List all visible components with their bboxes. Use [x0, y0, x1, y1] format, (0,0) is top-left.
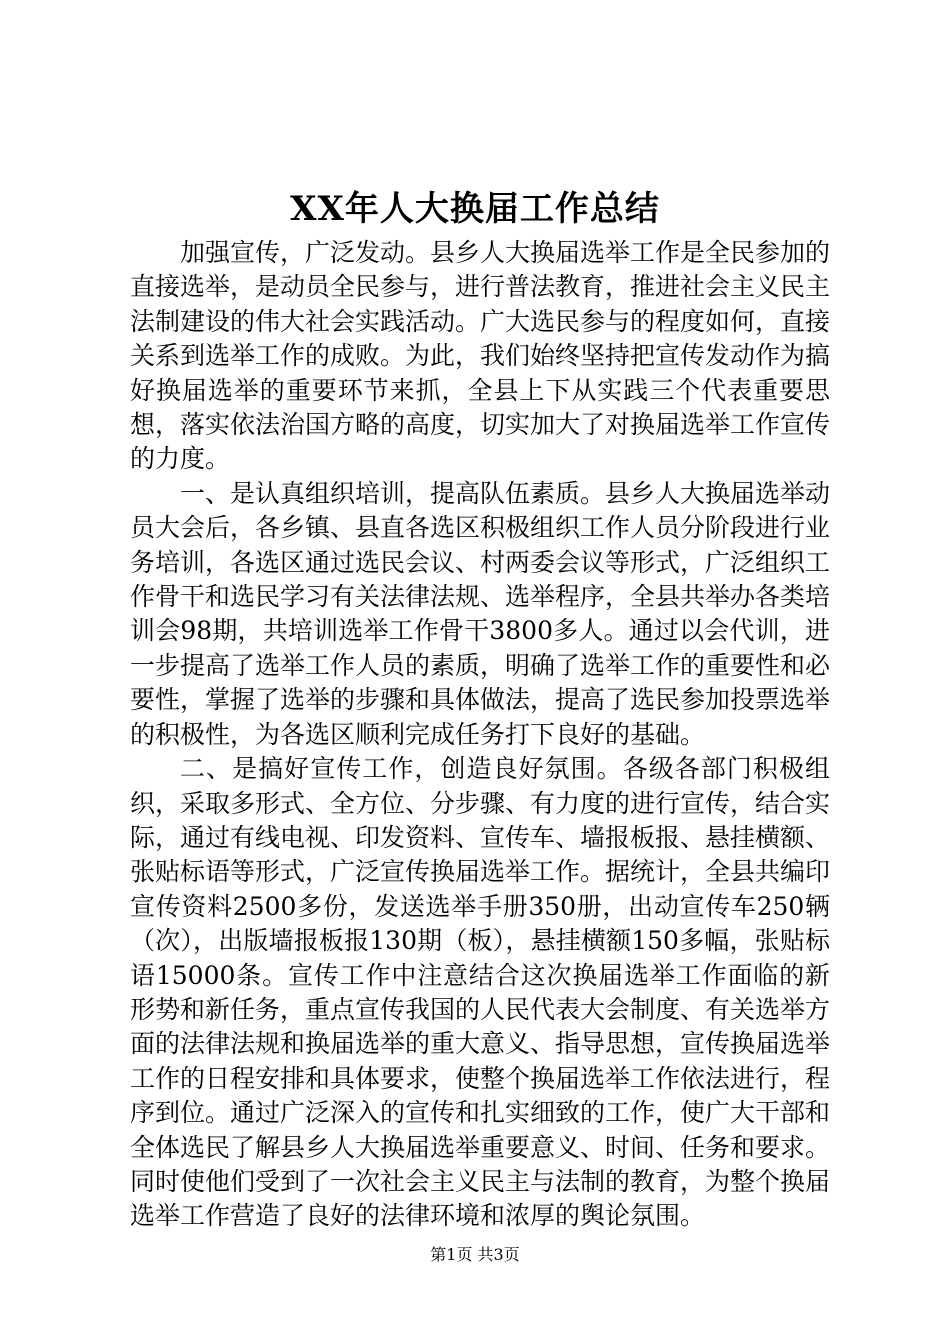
document-title: XX年人大换届工作总结: [290, 189, 660, 229]
paragraph-training: 一、是认真组织培训，提高队伍素质。县乡人大换届选举动员大会后，各乡镇、县直各选区积极组织工作人员分阶段进行业务培训，各选区通过选民会议、村两委会议等形式，广泛组织工作骨干和选民学习有关法律法规、选举程序，全县共举办各类培训会98期，共培训选举工作骨干3800多人。通过以会代训，进一步提高了选举工作人员的素质，明确了选举工作的重要性和必要性，掌握了选举的步骤和具体做法，提高了选民参加投票选举的积极性，为各选区顺利完成任务打下良好的基础。: [130, 478, 831, 749]
page-footer: 第1页 共3页: [430, 1245, 520, 1264]
paragraph-publicity-work: 二、是搞好宣传工作，创造良好氛围。各级各部门积极组织，采取多形式、全方位、分步骤、有力度的进行宣传，结合实际，通过有线电视、印发资料、宣传车、墙报板报、悬挂横额、张贴标语等形式，广泛宣传换届选举工作。据统计，全县共编印宣传资料2500多份，发送选举手册350册，出动宣传车250辆（次），出版墙报板报130期（板），悬挂横额150多幅，张贴标语15000条。宣传工作中注意结合这次换届选举工作面临的新形势和新任务，重点宣传我国的人民代表大会制度、有关选举方面的法律法规和换届选举的重大意义、指导思想，宣传换届选举工作的日程安排和具体要求，使整个换届选举工作依法进行，程序到位。通过广泛深入的宣传和扎实细致的工作，使广大干部和全体选民了解县乡人大换届选举重要意义、时间、任务和要求。同时使他们受到了一次社会主义民主与法制的教育，为整个换届选举工作营造了良好的法律环境和浓厚的舆论氛围。: [130, 754, 831, 1231]
paragraph-publicity-intro: 加强宣传，广泛发动。县乡人大换届选举工作是全民参加的直接选举，是动员全民参与，进行普法教育，推进社会主义民主法制建设的伟大社会实践活动。广大选民参与的程度如何，直接关系到选举工作的成败。为此，我们始终坚持把宣传发动作为搞好换届选举的重要环节来抓，全县上下从实践三个代表重要思想，落实依法治国方略的高度，切实加大了对换届选举工作宣传的力度。: [130, 238, 831, 474]
document-body: [130, 236, 830, 1234]
